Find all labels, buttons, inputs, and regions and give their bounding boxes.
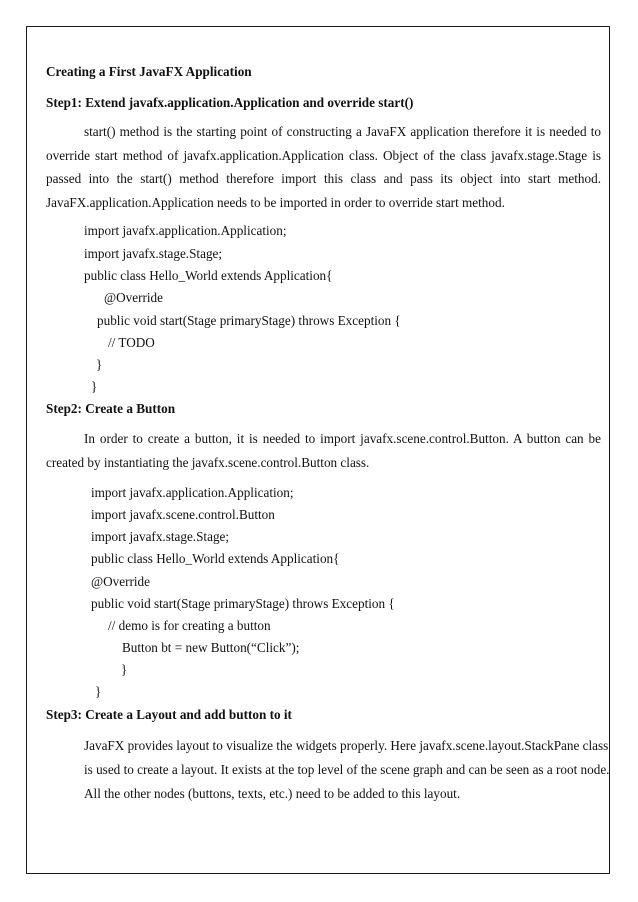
step2-code-line: } bbox=[95, 684, 102, 699]
step1-code-line: @Override bbox=[104, 290, 164, 305]
step1-code-line: // TODO bbox=[108, 335, 155, 350]
step2-code-line: import javafx.scene.control.Button bbox=[91, 507, 275, 522]
step3-heading: Step3: Create a Layout and add button to it bbox=[46, 707, 292, 722]
step3-paragraph-line: JavaFX provides layout to visualize the widgets properly. Here javafx.scene.layout.StackPane class bbox=[84, 738, 609, 753]
step2-code-line: import javafx.application.Application; bbox=[91, 485, 294, 500]
step2-paragraph-text: In order to create a button, it is needed to import javafx.scene.control.Button. A button can be created by instantiating the javafx.scene.control.Button class. bbox=[46, 431, 601, 470]
step2-paragraph bbox=[46, 427, 601, 474]
step1-code-line: public class Hello_World extends Application{ bbox=[84, 268, 333, 283]
step1-code-line: import javafx.stage.Stage; bbox=[84, 246, 223, 261]
step2-code-line: // demo is for creating a button bbox=[108, 618, 271, 633]
step1-code-line: import javafx.application.Application; bbox=[84, 223, 287, 238]
step1-paragraph-text: start() method is the starting point of constructing a JavaFX application therefore it is needed to override start method of javafx.application.Application class. Object of the class javafx.stage.Stage is passed into the start() method therefore import this class and pass its object into start method. JavaFX.application.Application needs to be imported in order to override start method. bbox=[46, 124, 601, 210]
step2-code-line: } bbox=[121, 662, 128, 677]
step3-paragraph-line: All the other nodes (buttons, texts, etc.) need to be added to this layout. bbox=[84, 786, 461, 801]
step2-code-line: Button bt = new Button(“Click”); bbox=[122, 640, 300, 655]
step2-heading: Step2: Create a Button bbox=[46, 401, 176, 416]
step1-code-line: } bbox=[96, 357, 103, 372]
step1-code-line: public void start(Stage primaryStage) throws Exception { bbox=[97, 313, 401, 328]
step2-code-line: import javafx.stage.Stage; bbox=[91, 529, 230, 544]
step2-code-line: @Override bbox=[91, 574, 151, 589]
step2-code-line: public class Hello_World extends Application{ bbox=[91, 551, 340, 566]
step3-paragraph-line: is used to create a layout. It exists at the top level of the scene graph and can be seen as a root node. bbox=[84, 762, 610, 777]
step1-code-line: } bbox=[91, 379, 98, 394]
step1-paragraph bbox=[46, 120, 601, 214]
step2-code-line: public void start(Stage primaryStage) throws Exception { bbox=[91, 596, 395, 611]
document-title: Creating a First JavaFX Application bbox=[46, 64, 252, 79]
step1-heading: Step1: Extend javafx.application.Application and override start() bbox=[46, 95, 414, 110]
